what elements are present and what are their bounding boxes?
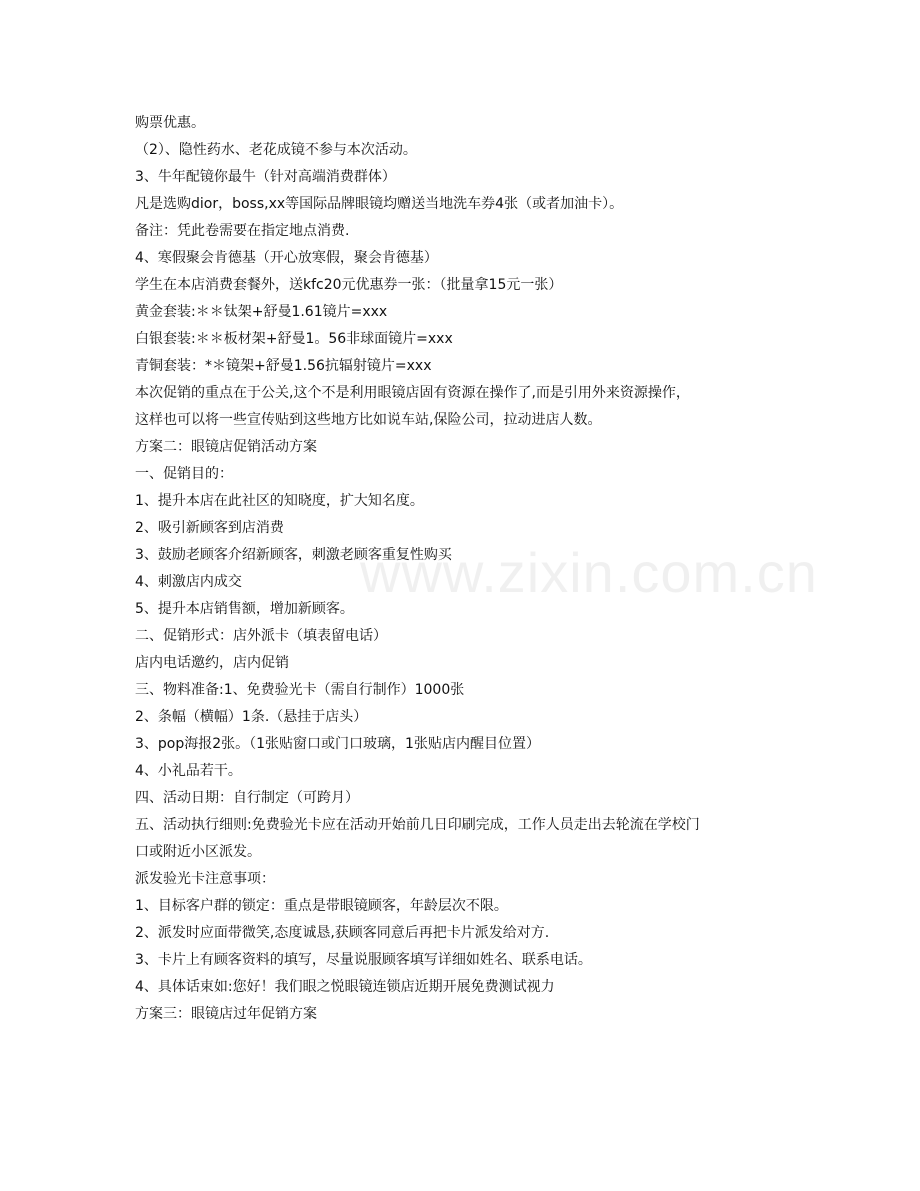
text-line: 本次促销的重点在于公关,这个不是利用眼镜店固有资源在操作了,而是引用外来资源操作， bbox=[135, 385, 690, 401]
text-line: 3、鼓励老顾客介绍新顾客，刺激老顾客重复性购买 bbox=[135, 547, 452, 563]
text-line: 黄金套装:＊＊钛架+舒曼1.61镜片=xxx bbox=[135, 304, 388, 320]
text-line: 2、吸引新顾客到店消费 bbox=[135, 520, 284, 536]
text-line: 4、刺激店内成交 bbox=[135, 574, 242, 590]
text-line: 五、活动执行细则:免费验光卡应在活动开始前几日印刷完成，工作人员走出去轮流在学校门 bbox=[135, 817, 700, 833]
text-line: 备注：凭此卷需要在指定地点消费. bbox=[135, 223, 350, 239]
watermark: www.zixin.com.cn bbox=[360, 541, 818, 604]
text-line: 1、提升本店在此社区的知晓度，扩大知名度。 bbox=[135, 493, 424, 509]
text-line: 1、目标客户群的锁定：重点是带眼镜顾客，年龄层次不限。 bbox=[135, 898, 508, 914]
text-line: 3、卡片上有顾客资料的填写，尽量说服顾客填写详细如姓名、联系电话。 bbox=[135, 952, 592, 968]
text-line: 店内电话邀约，店内促销 bbox=[135, 655, 289, 671]
text-line: 5、提升本店销售额，增加新顾客。 bbox=[135, 601, 354, 617]
section-heading: 方案三：眼镜店过年促销方案 bbox=[135, 1006, 317, 1022]
text-line: 购票优惠。 bbox=[135, 115, 205, 131]
text-line: 学生在本店消费套餐外，送kfc20元优惠券一张：（批量拿15元一张） bbox=[135, 277, 563, 293]
text-line: 4、寒假聚会肯德基（开心放寒假，聚会肯德基） bbox=[135, 250, 438, 266]
text-line: 3、pop海报2张。（1张贴窗口或门口玻璃，1张贴店内醒目位置） bbox=[135, 736, 540, 752]
text-line: （2）、隐性药水、老花成镜不参与本次活动。 bbox=[135, 142, 417, 158]
text-line: 这样也可以将一些宣传贴到这些地方比如说车站,保险公司，拉动进店人数。 bbox=[135, 412, 602, 428]
section-heading: 方案二：眼镜店促销活动方案 bbox=[135, 439, 317, 455]
text-line: 白银套装:＊＊板材架+舒曼1。56非球面镜片=xxx bbox=[135, 331, 453, 347]
text-line: 凡是选购dior，boss,xx等国际品牌眼镜均赠送当地洗车券4张（或者加油卡）。 bbox=[135, 196, 624, 212]
text-line: 青铜套装：*＊镜架+舒曼1.56抗辐射镜片=xxx bbox=[135, 358, 432, 374]
text-line: 3、牛年配镜你最牛（针对高端消费群体） bbox=[135, 169, 396, 185]
text-line: 口或附近小区派发。 bbox=[135, 844, 261, 860]
text-line: 二、促销形式：店外派卡（填表留电话） bbox=[135, 628, 387, 644]
text-line: 一、促销目的： bbox=[135, 466, 233, 482]
text-line: 派发验光卡注意事项： bbox=[135, 871, 275, 887]
text-line: 4、具体话束如:您好！我们眼之悦眼镜连锁店近期开展免费测试视力 bbox=[135, 979, 555, 995]
text-line: 2、派发时应面带微笑,态度诚恳,获顾客同意后再把卡片派发给对方. bbox=[135, 925, 550, 941]
text-line: 4、小礼品若干。 bbox=[135, 763, 242, 779]
document-body bbox=[135, 110, 785, 1028]
text-line: 三、物料准备:1、免费验光卡（需自行制作）1000张 bbox=[135, 682, 465, 698]
text-line: 四、活动日期：自行制定（可跨月） bbox=[135, 790, 359, 806]
text-line: 2、条幅（横幅）1条.（悬挂于店头） bbox=[135, 709, 368, 725]
